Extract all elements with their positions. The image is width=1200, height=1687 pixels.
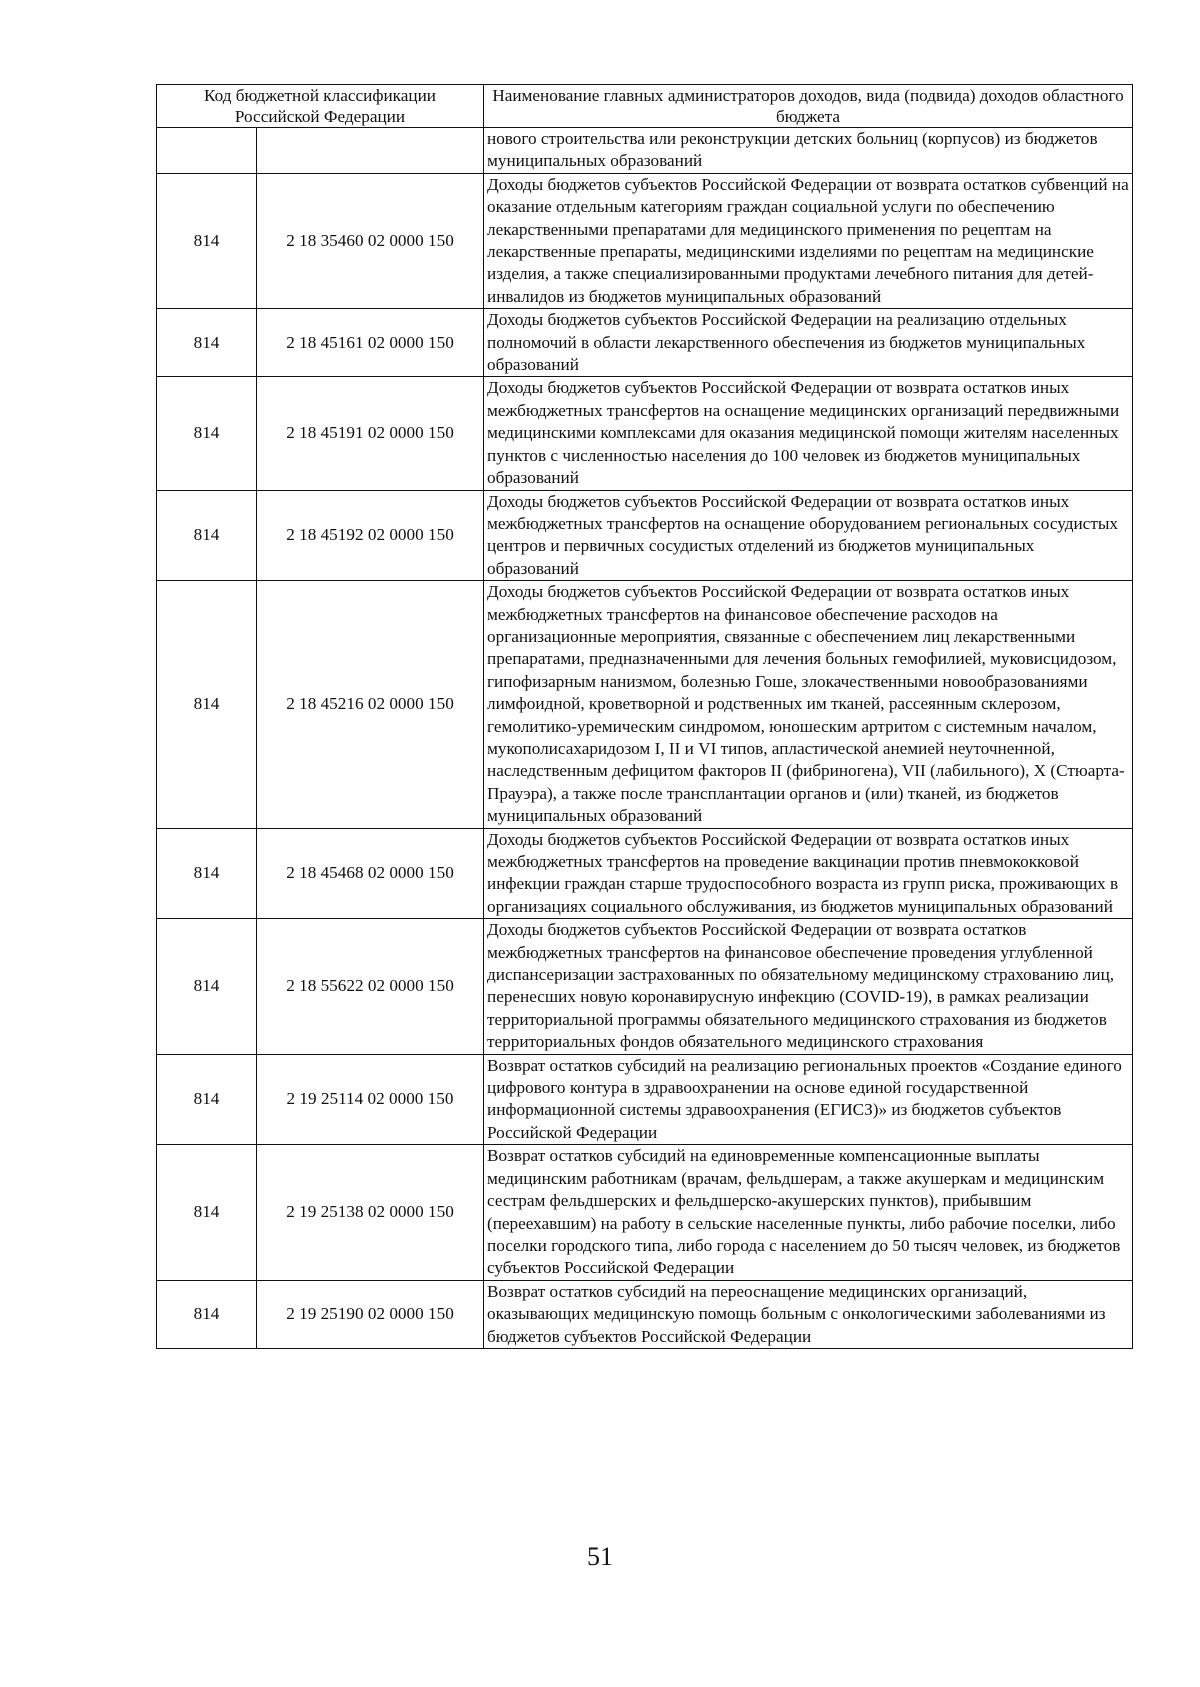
budget-code-cell: 2 18 45468 02 0000 150 — [257, 828, 484, 919]
admin-code-cell: 814 — [157, 309, 257, 377]
admin-code-cell: 814 — [157, 828, 257, 919]
admin-code-cell: 814 — [157, 490, 257, 581]
header-code-column: Код бюджетной классификации Российской Федерации — [157, 85, 484, 128]
table-row — [157, 1145, 1133, 1280]
admin-code-cell: 814 — [157, 919, 257, 1054]
revenue-name-cell: Доходы бюджетов субъектов Российской Федерации от возврата остатков иных межбюджетных трансфертов на финансовое обеспечение расходов на организационные мероприятия, связанные с обеспечением лиц лекарственными препаратами, предназначенными для лечения больных гемофилией, муковисцидозом, гипофизарным нанизмом, болезнью Гоше, злокачественными новообразованиями лимфоидной, кроветворной и родственных им тканей, рассеянным склерозом, гемолитико-уремическим синдромом, юношеским артритом с системным началом, мукополисахаридозом I, II и VI типов, апластической анемией неуточненной, наследственным дефицитом факторов II (фибриногена), VII (лабильного), X (Стюарта-Прауэра), а также после трансплантации органов и (или) тканей, из бюджетов муниципальных образований — [484, 581, 1133, 828]
table-header-row — [157, 85, 1133, 128]
header-name-column: Наименование главных администраторов доходов, вида (подвида) доходов областного бюджета — [484, 85, 1133, 128]
budget-code-cell: 2 18 45161 02 0000 150 — [257, 309, 484, 377]
table-row — [157, 490, 1133, 581]
revenue-name-cell: Доходы бюджетов субъектов Российской Федерации от возврата остатков субвенций на оказание отдельным категориям граждан социальной услуги по обеспечению лекарственными препаратами для медицинского применения по рецептам на лекарственные препараты, медицинскими изделиями по рецептам на медицинские изделия, а также специализированными продуктами лечебного питания для детей-инвалидов из бюджетов муниципальных образований — [484, 173, 1133, 308]
revenue-name-cell: Доходы бюджетов субъектов Российской Федерации от возврата остатков иных межбюджетных трансфертов на оснащение оборудованием региональных сосудистых центров и первичных сосудистых отделений из бюджетов муниципальных образований — [484, 490, 1133, 581]
budget-code-cell: 2 18 45191 02 0000 150 — [257, 377, 484, 490]
revenue-name-cell: Возврат остатков субсидий на реализацию региональных проектов «Создание единого цифрового контура в здравоохранении на основе единой государственной информационной системы здравоохранения (ЕГИСЗ)» из бюджетов субъектов Российской Федерации — [484, 1054, 1133, 1145]
budget-code-cell: 2 18 45192 02 0000 150 — [257, 490, 484, 581]
admin-code-cell — [157, 128, 257, 174]
budget-classification-table — [156, 84, 1133, 1349]
budget-code-cell: 2 19 25114 02 0000 150 — [257, 1054, 484, 1145]
revenue-name-cell: Доходы бюджетов субъектов Российской Федерации от возврата остатков иных межбюджетных трансфертов на оснащение медицинских организаций передвижными медицинскими комплексами для оказания медицинской помощи жителям населенных пунктов с численностью населения до 100 человек из бюджетов муниципальных образований — [484, 377, 1133, 490]
revenue-name-cell: Доходы бюджетов субъектов Российской Федерации от возврата остатков межбюджетных трансфертов на финансовое обеспечение проведения углубленной диспансеризации застрахованных по обязательному медицинскому страхованию лиц, перенесших новую коронавирусную инфекцию (COVID-19), в рамках реализации территориальной программы обязательного медицинского страхования из бюджетов территориальных фондов обязательного медицинского страхования — [484, 919, 1133, 1054]
page-number: 51 — [587, 1542, 613, 1571]
table-row — [157, 919, 1133, 1054]
table-row — [157, 828, 1133, 919]
budget-code-cell: 2 19 25190 02 0000 150 — [257, 1280, 484, 1348]
revenue-name-cell: Возврат остатков субсидий на единовременные компенсационные выплаты медицинским работникам (врачам, фельдшерам, а также акушеркам и медицинским сестрам фельдшерских и фельдшерско-акушерских пунктов), прибывшим (переехавшим) на работу в сельские населенные пункты, либо рабочие поселки, либо поселки городского типа, либо города с населением до 50 тысяч человек, из бюджетов субъектов Российской Федерации — [484, 1145, 1133, 1280]
budget-code-cell: 2 18 35460 02 0000 150 — [257, 173, 484, 308]
admin-code-cell: 814 — [157, 1280, 257, 1348]
table-row — [157, 173, 1133, 308]
revenue-name-cell: Возврат остатков субсидий на переоснащение медицинских организаций, оказывающих медицинскую помощь больным с онкологическими заболеваниями из бюджетов субъектов Российской Федерации — [484, 1280, 1133, 1348]
revenue-name-cell: нового строительства или реконструкции детских больниц (корпусов) из бюджетов муниципальных образований — [484, 128, 1133, 174]
budget-code-cell: 2 18 55622 02 0000 150 — [257, 919, 484, 1054]
table-row — [157, 309, 1133, 377]
table-row — [157, 128, 1133, 174]
table-row — [157, 1280, 1133, 1348]
revenue-name-cell: Доходы бюджетов субъектов Российской Федерации на реализацию отдельных полномочий в области лекарственного обеспечения из бюджетов муниципальных образований — [484, 309, 1133, 377]
admin-code-cell: 814 — [157, 1054, 257, 1145]
budget-code-cell — [257, 128, 484, 174]
budget-code-cell: 2 18 45216 02 0000 150 — [257, 581, 484, 828]
table-row — [157, 581, 1133, 828]
admin-code-cell: 814 — [157, 377, 257, 490]
revenue-name-cell: Доходы бюджетов субъектов Российской Федерации от возврата остатков иных межбюджетных трансфертов на проведение вакцинации против пневмококковой инфекции граждан старше трудоспособного возраста из групп риска, проживающих в организациях социального обслуживания, из бюджетов муниципальных образований — [484, 828, 1133, 919]
budget-code-cell: 2 19 25138 02 0000 150 — [257, 1145, 484, 1280]
table-row — [157, 377, 1133, 490]
admin-code-cell: 814 — [157, 173, 257, 308]
table-row — [157, 1054, 1133, 1145]
admin-code-cell: 814 — [157, 1145, 257, 1280]
admin-code-cell: 814 — [157, 581, 257, 828]
